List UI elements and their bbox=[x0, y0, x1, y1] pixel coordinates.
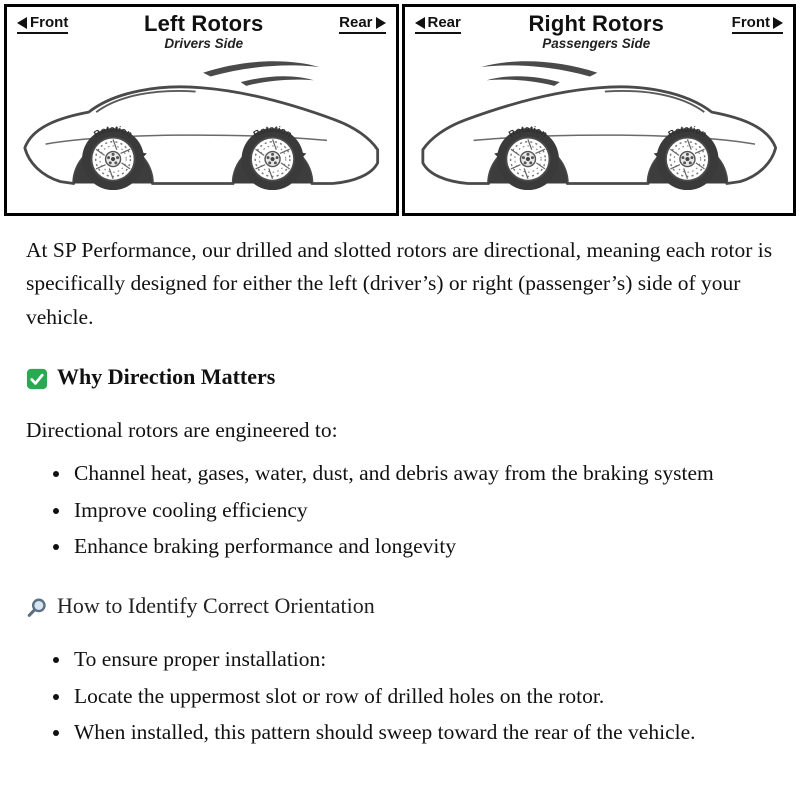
rear-direction-label: Rear bbox=[339, 14, 385, 34]
direction-bullet-list bbox=[26, 457, 774, 563]
section-heading-orientation bbox=[26, 589, 774, 623]
arrow-left-icon bbox=[17, 17, 27, 29]
panel-title: Left Rotors bbox=[143, 11, 264, 36]
section-heading-direction bbox=[26, 360, 774, 394]
list-item: • When installed, this pattern should sweep toward the rear of the vehicle. bbox=[72, 716, 774, 749]
intro-paragraph: At SP Performance, our drilled and slotted rotors are directional, meaning each rotor is specifically designed for either the left (driver’s) or right (passenger’s) side of your vehicle. bbox=[26, 238, 773, 329]
arrow-right-icon bbox=[376, 17, 386, 29]
front-direction-label: Front bbox=[17, 14, 68, 34]
left-car-illustration bbox=[7, 54, 396, 206]
panel-subtitle: Passengers Side bbox=[542, 36, 651, 52]
rotation-label: Rotation bbox=[251, 123, 294, 140]
rear-direction-label: Rear bbox=[415, 14, 461, 34]
rotation-label: Rotation bbox=[665, 123, 709, 140]
left-panel-header bbox=[7, 7, 396, 52]
list-item: • Locate the uppermost slot or row of drilled holes on the rotor. bbox=[72, 680, 774, 713]
list-item: • Enhance braking performance and longevity bbox=[72, 530, 774, 563]
heading-text: How to Identify Correct Orientation bbox=[57, 593, 375, 619]
lead-paragraph: Directional rotors are engineered to: bbox=[26, 418, 338, 443]
heading-text: Why Direction Matters bbox=[57, 363, 276, 389]
front-direction-label: Front bbox=[732, 14, 783, 34]
rotor-direction-diagram bbox=[4, 4, 796, 216]
right-rotors-panel bbox=[402, 4, 797, 216]
list-item: • Improve cooling efficiency bbox=[72, 494, 774, 527]
article bbox=[0, 216, 800, 779]
arrow-right-icon bbox=[773, 17, 783, 29]
rotation-label: Rotation bbox=[506, 123, 549, 140]
orientation-bullet-list bbox=[26, 643, 774, 749]
check-icon bbox=[26, 366, 48, 388]
panel-subtitle: Drivers Side bbox=[164, 36, 244, 52]
arrow-left-icon bbox=[415, 17, 425, 29]
left-rotors-panel bbox=[4, 4, 399, 216]
rotation-label: Rotation bbox=[91, 123, 135, 140]
panel-title: Right Rotors bbox=[528, 11, 665, 36]
right-car-illustration bbox=[405, 54, 794, 206]
list-item: • To ensure proper installation: bbox=[72, 643, 774, 676]
right-panel-header bbox=[405, 7, 794, 52]
list-item: • Channel heat, gases, water, dust, and debris away from the braking system bbox=[72, 457, 774, 490]
magnifier-icon bbox=[26, 595, 48, 617]
